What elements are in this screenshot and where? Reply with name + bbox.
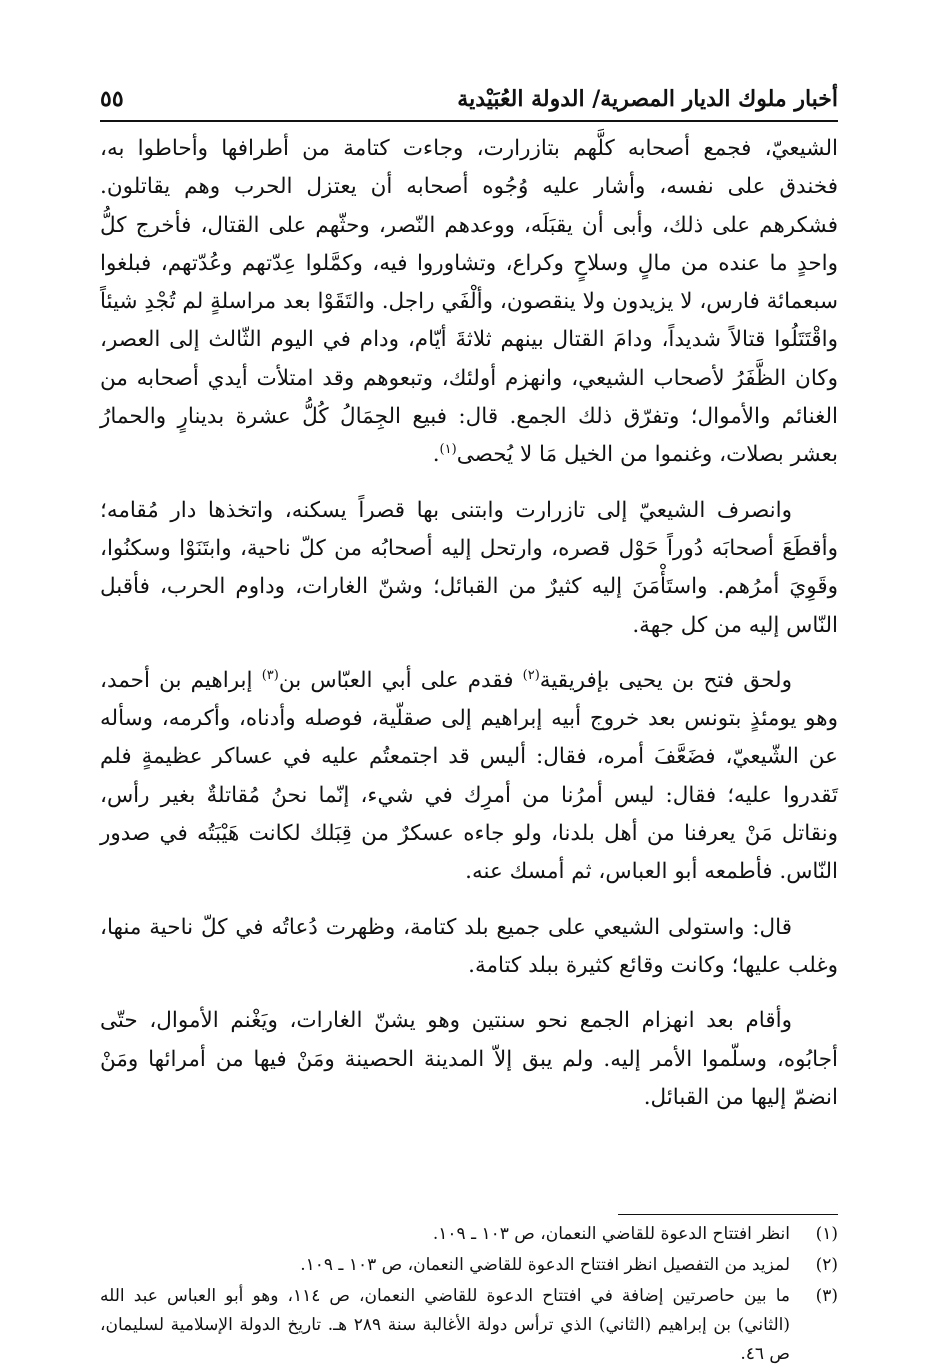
footnote-number: (١)	[815, 1224, 838, 1244]
footnote-2	[100, 1251, 838, 1280]
main-text	[100, 130, 838, 1117]
running-header	[100, 86, 838, 122]
footnote-ref-3: (٣)	[261, 667, 279, 683]
paragraph-text: إبراهيم بن أحمد، وهو يومئذٍ بتونس بعد خروج أبيه إبراهيم إلى صقلّية، فوصله وأدناه، وأكرمه، وسأله عن الشّيعيّ، فضَعَّفَ أمره، فقال: أليس قد اجتمعتُم عليه في عساكر عظيمةٍ فلم تَقدروا عليه؛ فقال: ليس أمرُنا من أمرِك في شيء، إنّما نحنُ مُقاتلةٌ بغير رأس، ونقاتل مَنْ يعرفنا من أهل بلدنا، ولو جاءه عسكرٌ من قِبَلك لكانت هَيْبَتُه في صدور النّاس. فأطمعه أبو العباس، ثم أمسك عنه.	[100, 667, 838, 885]
running-title: أخبار ملوك الديار المصرية/ الدولة العُبَيْدية	[457, 86, 838, 112]
paragraph-4: قال: واستولى الشيعي على جميع بلد كتامة، وظهرت دُعاتُه في كلّ ناحية منها، وغلب عليها؛ وكانت وقائع كثيرة ببلد كتامة.	[100, 914, 838, 978]
page-number: ٥٥	[100, 86, 124, 112]
paragraph-tail: .	[432, 442, 440, 468]
footnote-ref-2: (٢)	[522, 667, 540, 683]
footnote-ref-1: (١)	[439, 442, 457, 458]
footnote-separator	[618, 1214, 838, 1215]
footnote-1	[100, 1220, 838, 1249]
paragraph-text: الشيعيّ، فجمع أصحابه كلَّهم بتازرارت، وجاءت كتامة من أطرافها وأحاطوا به، فخندق على نفسه، وأشار عليه وُجُوه أصحابه أن يعتزل الحرب وهم يقاتلون. فشكرهم على ذلك، وأبى أن يقبَلَه، ووعدهم النّصر، وحثّهم على القتال، فأخرج كلُّ واحدٍ ما عنده من مالٍ وسلاحٍ وكراع، وتشاوروا فيه، وكمَّلوا عِدّتهم وعُدّتهم، فبلغوا سبعمائة فارس، لا يزيدون ولا ينقصون، وألْفَي راجل. والتَقَوْا بعد مراسلةٍ لم تُجْدِ شيئاً واقْتَتَلُوا قتالاً شديداً، ودامَ القتال بينهم ثلاثةَ أيّام، ودام في اليوم الثّالث إلى العصر، وكان الظَّفَرُ لأصحاب الشيعي، وانهزم أولئك، وتبعوهم وقد امتلأت أيدي أصحابه من الغنائم والأموال؛ وتفرّق ذلك الجمع. قال: فبيع الجِمَالُ كُلُّ عشرة بدينارٍ والحمارُ بعشر بصلات، وغنموا من الخيل مَا لا يُحصى	[100, 136, 838, 468]
footnote-number: (٣)	[815, 1286, 838, 1306]
paragraph-text: ولحق فتح بن يحيى بإفريقية	[539, 667, 792, 693]
book-page	[100, 86, 838, 1364]
footnotes	[100, 1220, 838, 1371]
paragraph-2: وانصرف الشيعيّ إلى تازرارت وابتنى بها قصراً يسكنه، واتخذها دار مُقامه؛ وأقطَعَ أصحابَه دُوراً حَوْل قصره، وارتحل إليه أصحابُه من كلّ ناحية، وابتَنَوْا وسكنُوا، وقَوِيَ أمرُهم. واستَأْمَنَ إليه كثيرٌ من القبائل؛ وشنّ الغارات، وداوم الحرب، فأقبل النّاس إليه من كل جهة.	[100, 497, 838, 638]
footnote-text: انظر افتتاح الدعوة للقاضي النعمان، ص ١٠٣ ـ ١٠٩.	[432, 1224, 790, 1244]
paragraph-1	[100, 130, 838, 475]
footnote-3	[100, 1282, 838, 1369]
paragraph-5: وأقام بعد انهزام الجمع نحو سنتين وهو يشنّ الغارات، ويَغْنم الأموال، حتّى أجابُوه، وسلّموا الأمر إليه. ولم يبق إلاّ المدينة الحصينة ومَنْ فيها من أمرائها ومَنْ انضمّ إليها من القبائل.	[100, 1008, 838, 1110]
paragraph-text: فقدم على أبي العبّاس بن	[278, 667, 523, 693]
footnote-text: لمزيد من التفصيل انظر افتتاح الدعوة للقاضي النعمان، ص ١٠٣ ـ ١٠٩.	[300, 1255, 790, 1275]
paragraph-3	[100, 662, 838, 892]
footnote-number: (٢)	[815, 1255, 838, 1275]
footnote-text: ما بين حاصرتين إضافة في افتتاح الدعوة للقاضي النعمان، ص ١١٤، وهو أبو العباس عبد الله (الثاني) بن إبراهيم (الثاني) الذي ترأس دولة الأغالبة سنة ٢٨٩ هـ. تاريخ الدولة الإسلامية لسليمان، ص ٤٦.	[100, 1286, 790, 1364]
